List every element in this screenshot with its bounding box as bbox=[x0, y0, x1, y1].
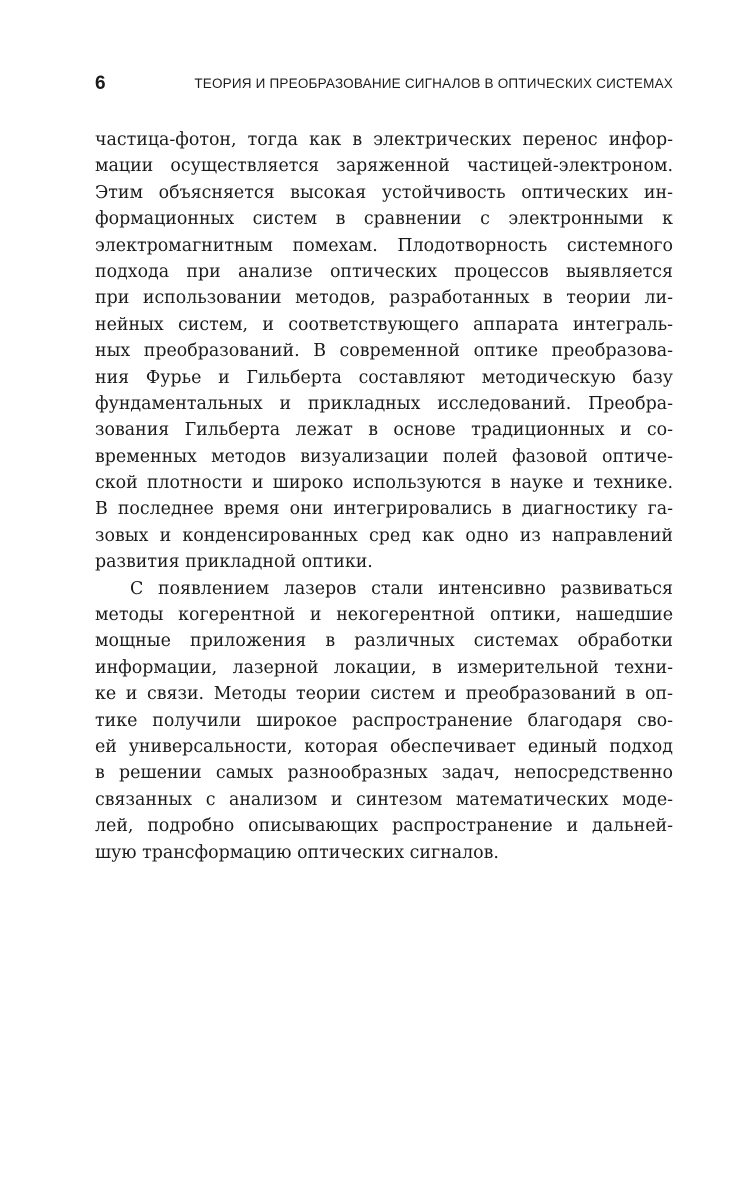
text-line: мации осуществляется заряженной частицей-электроном. bbox=[95, 156, 673, 177]
paragraph-1 bbox=[95, 127, 673, 576]
text-line: ния Фурье и Гильберта составляют методическую базу bbox=[95, 367, 673, 388]
text-line: нейных систем, и соответствующего аппарата интеграль- bbox=[95, 314, 673, 335]
page-number: 6 bbox=[95, 73, 106, 94]
text-line: временных методов визуализации полей фазовой оптиче- bbox=[95, 446, 673, 467]
text-line: при использовании методов, разработанных в теории ли- bbox=[95, 288, 673, 309]
text-line: шую трансформацию оптических сигналов. bbox=[95, 842, 499, 863]
text-line: зования Гильберта лежат в основе традиционных и со- bbox=[95, 420, 673, 441]
text-line: лей, подробно описывающих распространение и дальней- bbox=[95, 816, 673, 837]
text-line: тике получили широкое распространение благодаря сво- bbox=[95, 710, 673, 731]
text-line: электромагнитным помехам. Плодотворность системного bbox=[95, 235, 673, 256]
text-line: ской плотности и широко используются в науке и технике. bbox=[95, 473, 673, 494]
body-text bbox=[95, 127, 673, 866]
text-line: ных преобразований. В современной оптике преобразова- bbox=[95, 341, 673, 362]
page-header bbox=[95, 70, 673, 98]
text-line: частица-фотон, тогда как в электрических перенос инфор- bbox=[95, 130, 673, 150]
paragraph-2 bbox=[95, 576, 673, 866]
text-line: ке и связи. Методы теории систем и преобразований в оп- bbox=[95, 684, 673, 705]
text-line: С появлением лазеров стали интенсивно развиваться bbox=[130, 578, 673, 599]
text-line: фундаментальных и прикладных исследований. Преобра- bbox=[95, 393, 673, 414]
text-line: подхода при анализе оптических процессов выявляется bbox=[95, 261, 673, 282]
text-line: информации, лазерной локации, в измерительной техни- bbox=[95, 657, 673, 678]
text-line: Этим объясняется высокая устойчивость оптических ин- bbox=[95, 182, 673, 203]
text-line: связанных с анализом и синтезом математических моде- bbox=[95, 789, 673, 810]
text-line: в решении самых разнообразных задач, непосредственно bbox=[95, 763, 673, 784]
text-line: зовых и конденсированных сред как одно из направлений bbox=[95, 525, 673, 546]
text-line: В последнее время они интегрировались в диагностику га- bbox=[95, 499, 673, 520]
text-line: методы когерентной и некогерентной оптики, нашедшие bbox=[95, 605, 673, 626]
text-line: развития прикладной оптики. bbox=[95, 552, 373, 573]
text-line: ей универсальности, которая обеспечивает единый подход bbox=[95, 736, 673, 757]
text-line: мощные приложения в различных системах обработки bbox=[95, 631, 673, 652]
running-title: ТЕОРИЯ И ПРЕОБРАЗОВАНИЕ СИГНАЛОВ В ОПТИЧЕСКИХ СИСТЕМАХ bbox=[194, 76, 673, 91]
text-line: формационных систем в сравнении с электронными к bbox=[95, 209, 673, 230]
